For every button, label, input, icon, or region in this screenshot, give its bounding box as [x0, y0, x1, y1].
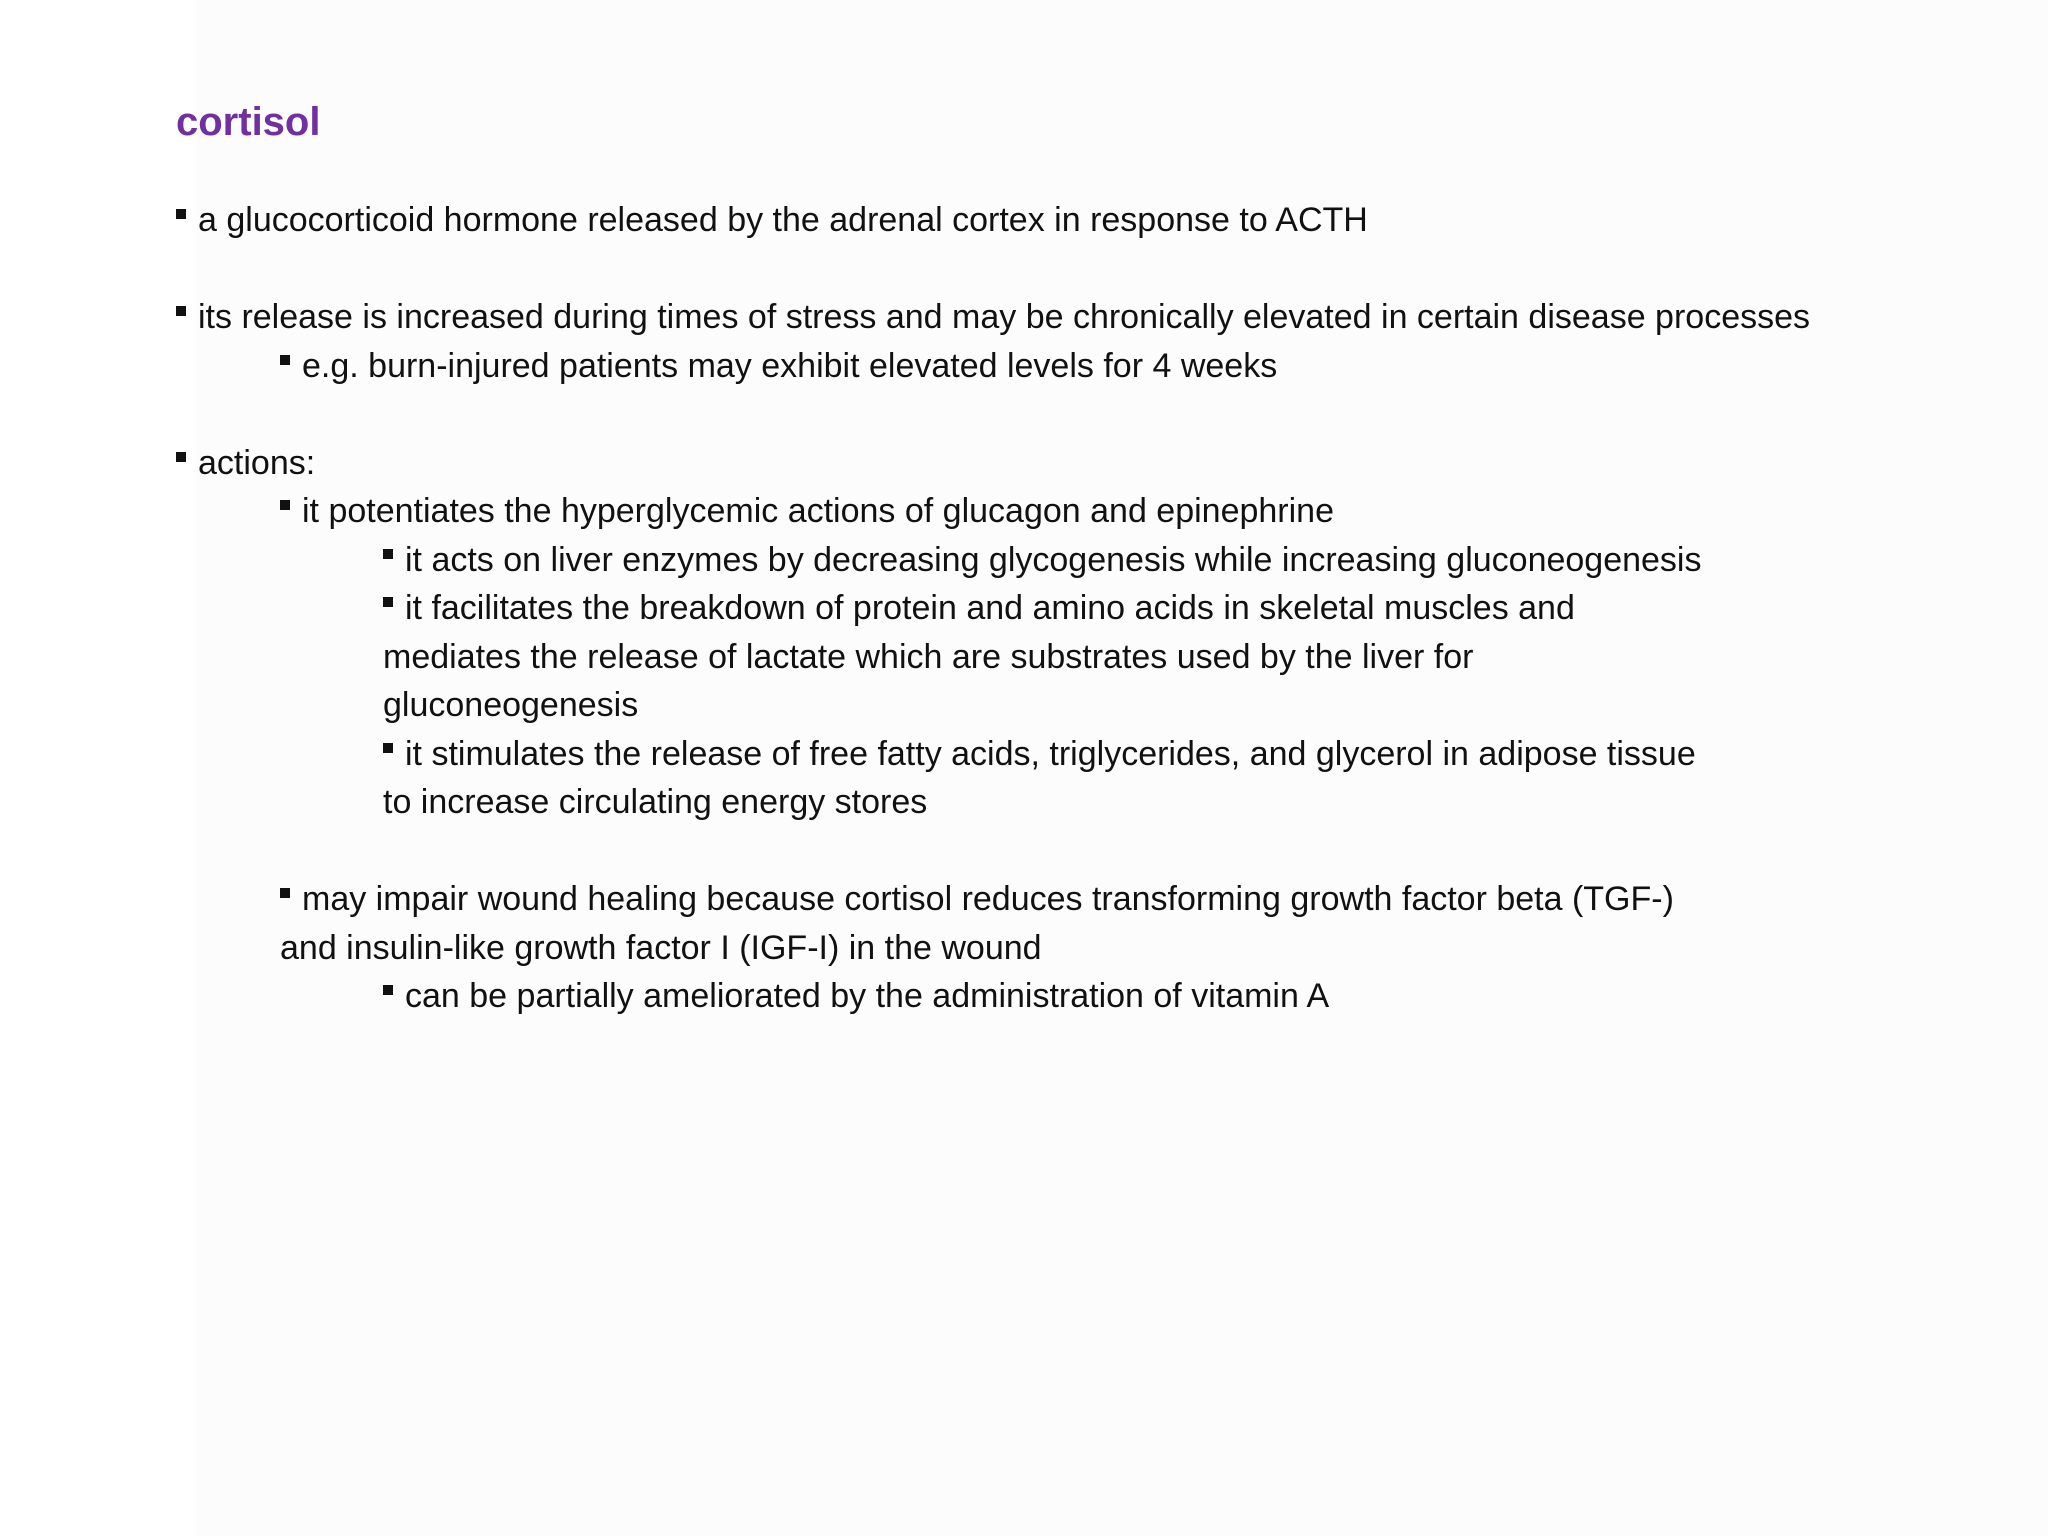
bullet-list — [176, 196, 1896, 1021]
square-bullet-icon — [280, 355, 290, 365]
bullet-text: can be partially ameliorated by the administration of vitamin A — [405, 977, 1330, 1015]
sub-sub-bullet-item — [176, 972, 1896, 1021]
bullet-text: it stimulates the release of free fatty acids, triglycerides, and glycerol in adipose tissue to increase circulating energy stores — [383, 734, 1696, 821]
square-bullet-icon — [280, 888, 290, 898]
square-bullet-icon — [383, 743, 393, 753]
square-bullet-icon — [176, 452, 186, 462]
bullet-text: may impair wound healing because cortisol reduces transforming growth factor beta (TGF-) and insulin-like growth factor I (IGF-I) in the wound — [280, 880, 1674, 967]
slide-title: cortisol — [176, 100, 321, 144]
bullet-item — [176, 439, 1896, 488]
sub-sub-bullet-item — [176, 536, 1703, 585]
square-bullet-icon — [176, 306, 186, 316]
square-bullet-icon — [280, 500, 290, 510]
bullet-text: it potentiates the hyperglycemic actions of glucagon and epinephrine — [302, 492, 1335, 530]
square-bullet-icon — [383, 985, 393, 995]
bullet-text: actions: — [198, 443, 316, 482]
square-bullet-icon — [383, 549, 393, 559]
square-bullet-icon — [176, 209, 186, 219]
bullet-item — [176, 293, 1896, 342]
sub-sub-bullet-item — [176, 584, 1703, 730]
bullet-item — [176, 196, 1896, 245]
bullet-text: its release is increased during times of stress and may be chronically elevated in certain disease processes — [198, 298, 1811, 336]
sub-sub-bullet-item — [176, 730, 1703, 827]
sub-bullet-item — [176, 342, 1896, 391]
sub-bullet-item — [176, 875, 1680, 972]
square-bullet-icon — [383, 597, 393, 607]
bullet-text: e.g. burn-injured patients may exhibit elevated levels for 4 weeks — [302, 346, 1278, 385]
bullet-text: it acts on liver enzymes by decreasing glycogenesis while increasing gluconeogenesis — [405, 540, 1702, 579]
spacer — [176, 245, 1896, 294]
spacer — [176, 827, 1896, 876]
spacer — [176, 390, 1896, 439]
sub-bullet-item — [176, 487, 1896, 536]
bullet-text: it facilitates the breakdown of protein and amino acids in skeletal muscles and mediates the release of lactate which are substrates used by the liver for gluconeogenesis — [383, 589, 1575, 724]
bullet-text: a glucocorticoid hormone released by the adrenal cortex in response to ACTH — [198, 201, 1368, 239]
